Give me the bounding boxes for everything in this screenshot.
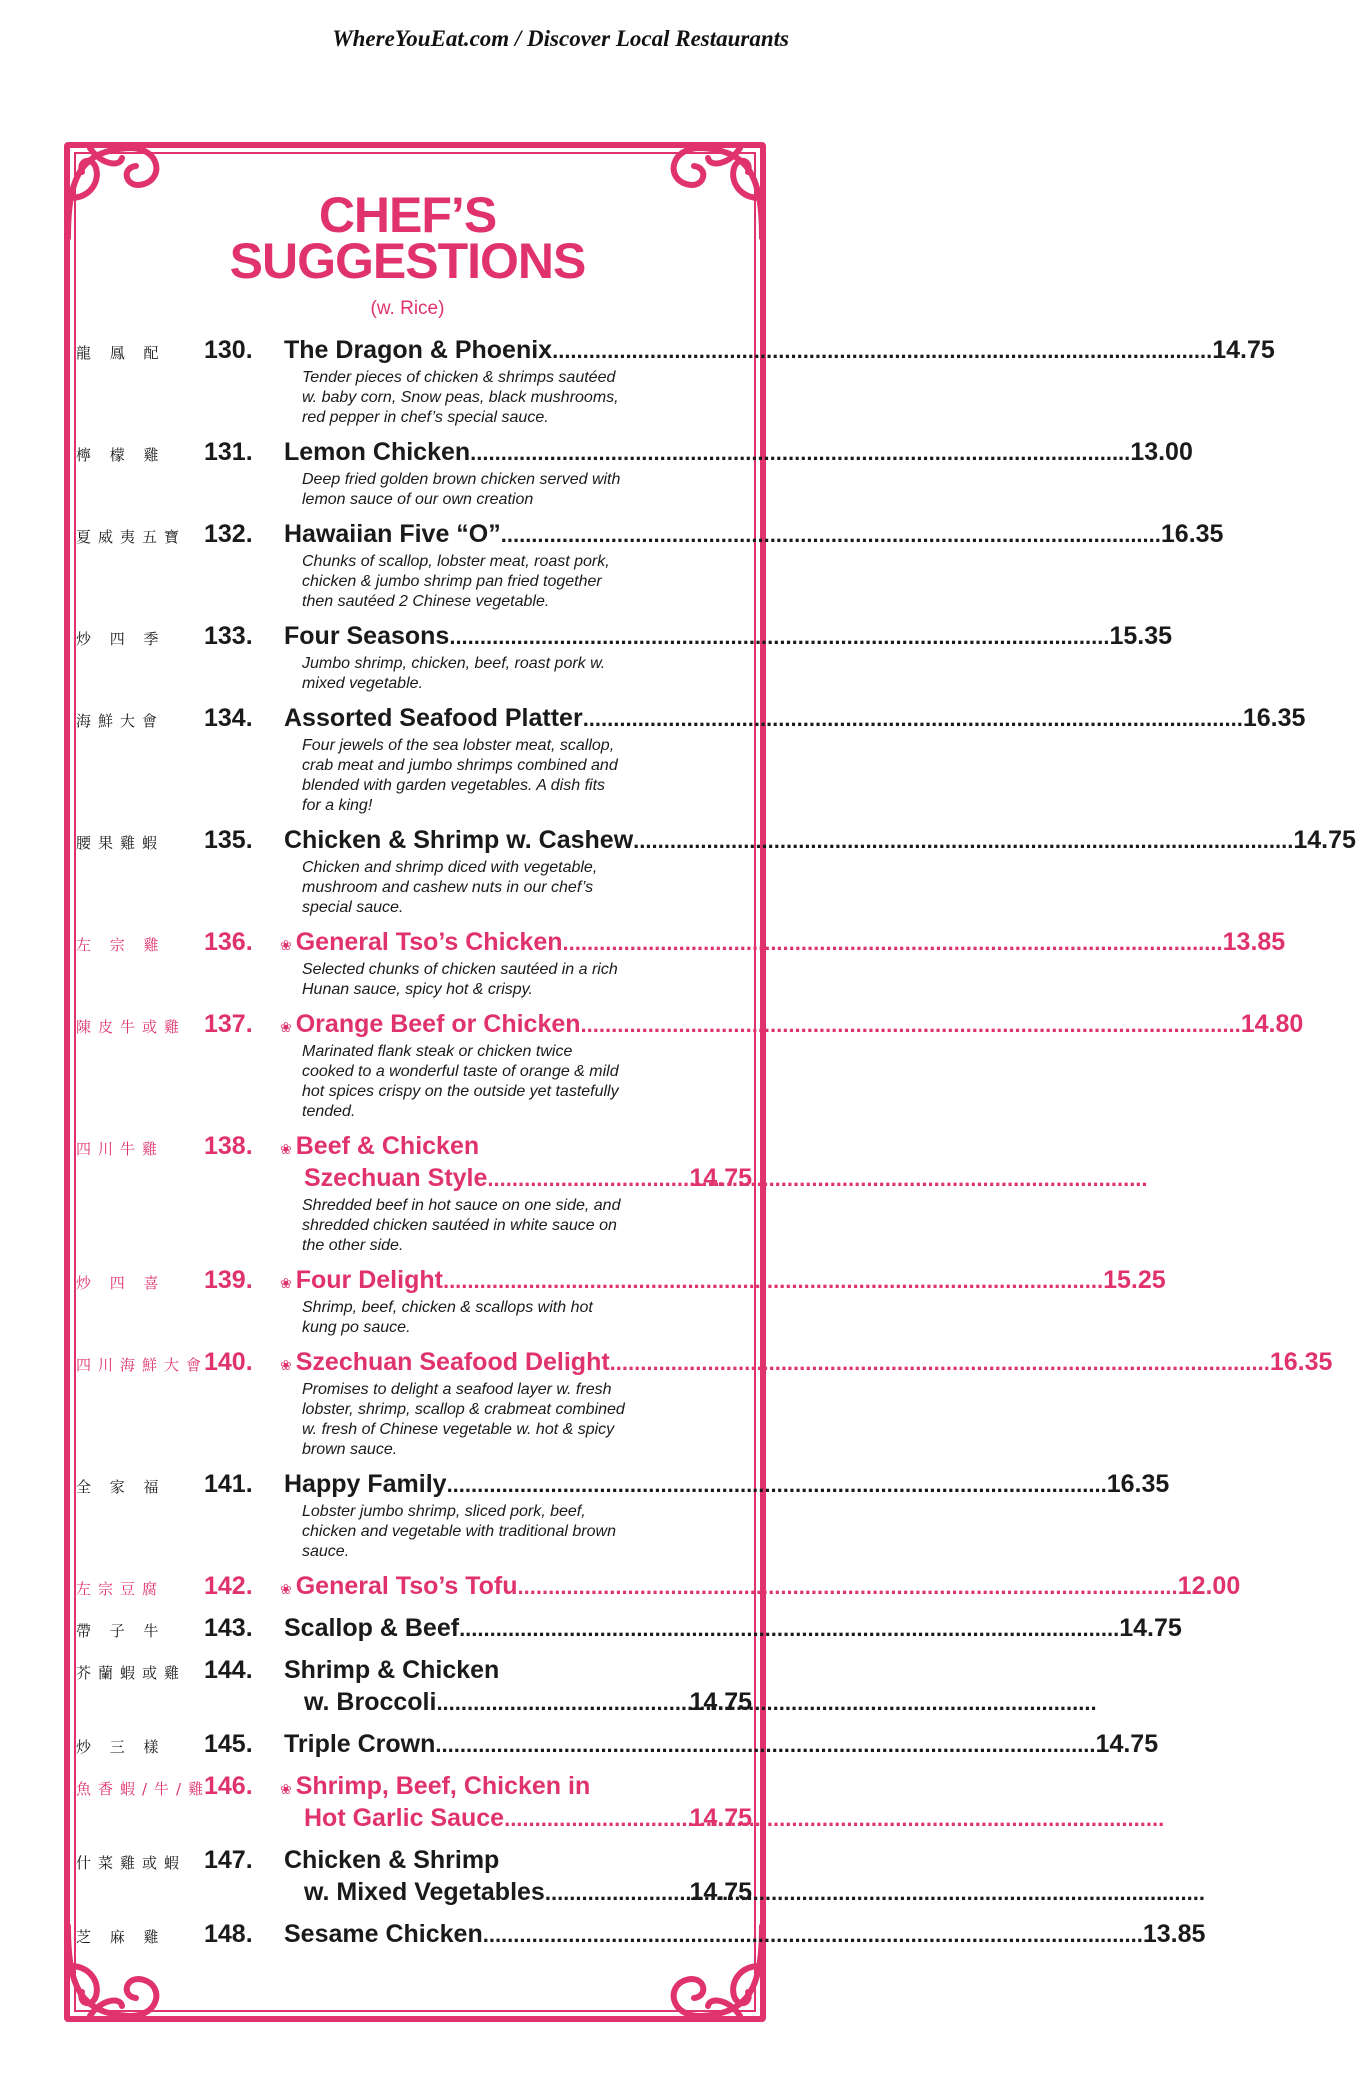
menu-list (76, 336, 1356, 1962)
chinese-name: 檸 檬 雞 (76, 446, 166, 464)
item-price: 14.75 (1095, 1730, 1159, 1758)
chinese-name: 什菜雞或蝦 (76, 1854, 187, 1872)
hot-pepper-icon: ❀ (280, 1275, 292, 1291)
item-price: 16.35 (1160, 520, 1224, 548)
item-price: 14.75 (689, 1688, 752, 1716)
item-name: The Dragon & Phoenix (284, 336, 553, 364)
chinese-name: 炒 三 樣 (76, 1738, 166, 1756)
item-number: 142. (204, 1572, 253, 1600)
dot-leader (563, 930, 1223, 956)
dot-leader (518, 1574, 1178, 1600)
item-name: Happy Family (284, 1470, 447, 1498)
item-price: 14.75 (689, 1878, 752, 1906)
item-price: 14.75 (689, 1164, 752, 1192)
item-price: 13.85 (1222, 928, 1286, 956)
item-number: 140. (204, 1348, 253, 1376)
chinese-name: 陳皮牛或雞 (76, 1018, 187, 1036)
dot-leader (436, 1690, 689, 1716)
menu-item (76, 826, 1356, 918)
dot-leader (633, 828, 1293, 854)
menu-item (76, 1348, 1333, 1460)
chinese-name: 芝 麻 雞 (76, 1928, 166, 1946)
menu-item (76, 438, 1193, 510)
item-number: 138. (204, 1132, 253, 1160)
hot-pepper-icon: ❀ (280, 1581, 292, 1597)
chinese-name: 四川牛雞 (76, 1140, 165, 1158)
dot-leader (583, 706, 1243, 732)
item-number: 146. (204, 1772, 253, 1800)
item-name-line2: Szechuan Style (304, 1164, 488, 1192)
item-price: 13.00 (1130, 438, 1193, 466)
page-title: CHEF’S (318, 187, 497, 243)
menu-item (76, 1772, 756, 1836)
menu-item (76, 1730, 1159, 1762)
chinese-name: 魚香蝦/牛/雞 (76, 1780, 211, 1798)
item-name: Assorted Seafood Platter (284, 704, 583, 732)
item-number: 137. (204, 1010, 253, 1038)
item-number: 130. (204, 336, 253, 364)
chinese-name: 芥蘭蝦或雞 (76, 1664, 187, 1682)
item-number: 133. (204, 622, 253, 650)
chinese-name: 夏威夷五寶 (76, 528, 187, 546)
item-price: 14.75 (689, 1804, 752, 1832)
item-description: Shredded beef in hot sauce on one side, and shredded chicken sautéed in white sauce on the other side. (302, 1197, 621, 1254)
item-description: Promises to delight a seafood layer w. fresh lobster, shrimp, scallop & crabmeat combined w. fresh of Chinese vegetable w. hot & spicy brown sauce. (302, 1381, 625, 1458)
item-price: 14.75 (1212, 336, 1275, 364)
item-price: 16.35 (1242, 704, 1306, 732)
chinese-name: 炒 四 喜 (76, 1274, 166, 1292)
item-description: Tender pieces of chicken & shrimps sautéed w. baby corn, Snow peas, black mushrooms, red pepper in chef’s special sauce. (302, 369, 619, 426)
chinese-name: 龍 鳳 配 (76, 344, 166, 362)
item-name: Chicken & Shrimp w. Cashew (284, 826, 634, 854)
item-name: Szechuan Seafood Delight (295, 1348, 610, 1376)
item-name: Shrimp & Chicken (284, 1656, 500, 1684)
item-name: Four Seasons (284, 622, 450, 650)
menu-item (76, 1656, 756, 1720)
item-name-line2: Hot Garlic Sauce (304, 1804, 505, 1832)
item-number: 147. (204, 1846, 253, 1874)
dot-leader (447, 1472, 1107, 1498)
hot-pepper-icon: ❀ (280, 1357, 292, 1373)
menu-item (76, 704, 1306, 816)
item-description: Marinated flank steak or chicken twice cooked to a wonderful taste of orange & mild hot spices crispy on the outside yet tastefully tended. (302, 1043, 619, 1120)
dot-leader (610, 1350, 1270, 1376)
item-description: Deep fried golden brown chicken served with lemon sauce of our own creation (302, 471, 621, 508)
item-price: 13.85 (1142, 1920, 1206, 1948)
menu-item (76, 1572, 1241, 1604)
menu-item (76, 1920, 1206, 1952)
menu-item (76, 1846, 756, 1910)
item-name: Scallop & Beef (284, 1614, 460, 1642)
item-name-line2: w. Broccoli (304, 1688, 437, 1716)
hot-pepper-icon: ❀ (280, 937, 292, 953)
hot-pepper-icon: ❀ (280, 1019, 292, 1035)
chinese-name: 左 宗 雞 (76, 936, 166, 954)
menu-item (76, 520, 1224, 612)
item-name: Orange Beef or Chicken (295, 1010, 581, 1038)
dot-leader (459, 1616, 1119, 1642)
dot-leader (545, 1880, 690, 1906)
item-number: 143. (204, 1614, 253, 1642)
dot-leader (470, 440, 1130, 466)
site-header: WhereYouEat.com / Discover Local Restaurants (332, 26, 789, 51)
chinese-name: 炒 四 季 (76, 630, 166, 648)
item-price: 15.25 (1103, 1266, 1166, 1294)
dot-leader (483, 1922, 1143, 1948)
menu-item (76, 928, 1286, 1000)
item-price: 14.75 (1119, 1614, 1182, 1642)
item-name: Lemon Chicken (284, 438, 471, 466)
chinese-name: 帶 子 牛 (76, 1622, 166, 1640)
menu-item (76, 622, 1173, 694)
item-price: 14.80 (1240, 1010, 1304, 1038)
item-price: 12.00 (1177, 1572, 1241, 1600)
item-description: Lobster jumbo shrimp, sliced pork, beef, chicken and vegetable with traditional brown sauce. (302, 1503, 616, 1560)
hot-pepper-icon: ❀ (280, 1781, 292, 1797)
item-description: Chunks of scallop, lobster meat, roast pork, chicken & jumbo shrimp pan fried together then sautéed 2 Chinese vegetable. (302, 553, 610, 610)
item-price: 14.75 (1293, 826, 1356, 854)
item-name: General Tso’s Tofu (295, 1572, 518, 1600)
item-name: Hawaiian Five “O” (284, 520, 501, 548)
menu-item (76, 1614, 1182, 1646)
chinese-name: 左宗豆腐 (76, 1580, 165, 1598)
page-subtitle: (w. Rice) (370, 298, 445, 319)
item-number: 131. (204, 438, 253, 466)
dot-leader (487, 1166, 689, 1192)
dot-leader (581, 1012, 1241, 1038)
dot-leader (435, 1732, 1095, 1758)
item-description: Chicken and shrimp diced with vegetable, mushroom and cashew nuts in our chef’s special sauce. (302, 859, 598, 916)
item-name: Chicken & Shrimp (284, 1846, 500, 1874)
dot-leader (552, 338, 1212, 364)
menu-item (76, 1266, 1166, 1338)
dot-leader (504, 1806, 689, 1832)
item-number: 136. (204, 928, 253, 956)
item-description: Jumbo shrimp, chicken, beef, roast pork w. mixed vegetable. (302, 655, 606, 692)
item-name: Shrimp, Beef, Chicken in (295, 1772, 591, 1800)
item-number: 135. (204, 826, 253, 854)
item-price: 16.35 (1269, 1348, 1333, 1376)
dot-leader (449, 624, 1109, 650)
item-number: 145. (204, 1730, 253, 1758)
item-name: Beef & Chicken (295, 1132, 480, 1160)
item-name: General Tso’s Chicken (295, 928, 563, 956)
dot-leader (443, 1268, 1103, 1294)
hot-pepper-icon: ❀ (280, 1141, 292, 1157)
chinese-name: 腰果雞蝦 (76, 834, 165, 852)
chinese-name: 全 家 福 (76, 1478, 166, 1496)
item-price: 16.35 (1106, 1470, 1170, 1498)
item-number: 139. (204, 1266, 253, 1294)
chinese-name: 四川海鮮大會 (76, 1356, 209, 1374)
menu-item (76, 1470, 1170, 1562)
item-description: Shrimp, beef, chicken & scallops with hot kung po sauce. (302, 1299, 593, 1336)
item-name: Sesame Chicken (284, 1920, 483, 1948)
item-description: Four jewels of the sea lobster meat, scallop, crab meat and jumbo shrimps combined and blended with garden vegetables. A dish fits for a king! (302, 737, 618, 814)
item-number: 144. (204, 1656, 253, 1684)
item-name: Triple Crown (284, 1730, 436, 1758)
menu-item (76, 1132, 756, 1256)
item-number: 141. (204, 1470, 253, 1498)
menu-item (76, 1010, 1304, 1122)
chinese-name: 海鮮大會 (76, 712, 165, 730)
item-price: 15.35 (1109, 622, 1173, 650)
item-number: 148. (204, 1920, 253, 1948)
dot-leader (501, 522, 1161, 548)
item-name-line2: w. Mixed Vegetables (304, 1878, 545, 1906)
item-name: Four Delight (295, 1266, 443, 1294)
item-number: 134. (204, 704, 253, 732)
menu-item (76, 336, 1275, 428)
page-title: SUGGESTIONS (229, 233, 586, 289)
item-description: Selected chunks of chicken sautéed in a rich Hunan sauce, spicy hot & crispy. (302, 961, 618, 998)
item-number: 132. (204, 520, 253, 548)
